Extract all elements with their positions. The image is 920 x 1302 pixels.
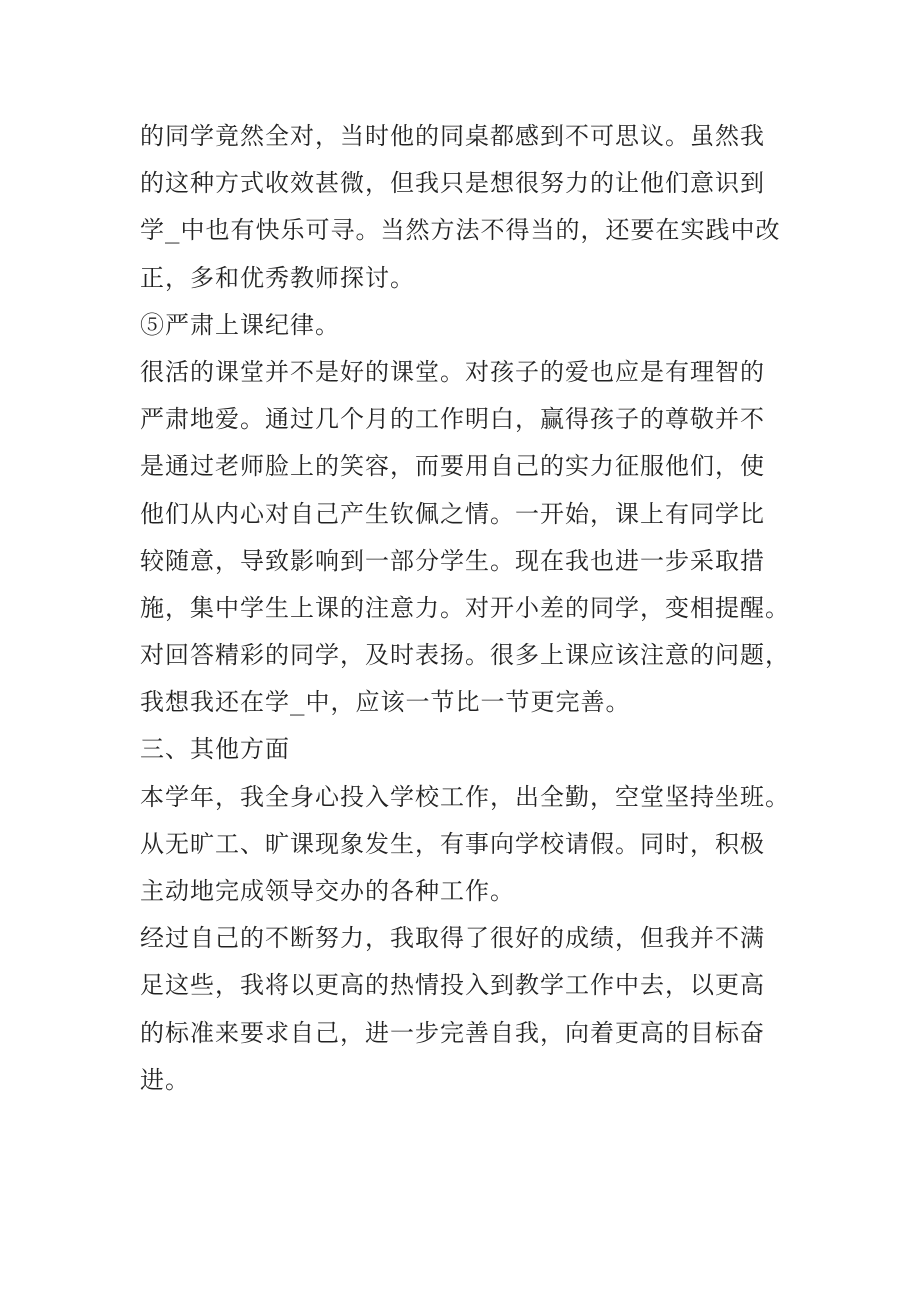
section-heading: ⑤严肃上课纪律。: [140, 310, 340, 339]
text-line: 很活的课堂并不是好的课堂。对孩子的爱也应是有理智的: [140, 357, 765, 386]
text-line: 正，多和优秀教师探讨。: [140, 263, 415, 292]
text-line: 的这种方式收效甚微，但我只是想很努力的让他们意识到: [140, 169, 765, 198]
text-line: 进。: [140, 1065, 190, 1094]
text-line: 严肃地爱。通过几个月的工作明白，赢得孩子的尊敬并不: [140, 405, 765, 434]
text-line: 他们从内心对自己产生钦佩之情。一开始，课上有同学比: [140, 499, 765, 528]
text-line: 主动地完成领导交办的各种工作。: [140, 877, 515, 905]
text-line: 我想我还在学_中，应该一节比一节更完善。: [140, 688, 631, 717]
text-line: 经过自己的不断努力，我取得了很好的成绩，但我并不满: [140, 924, 765, 953]
text-line: 学_中也有快乐可寻。当然方法不得当的，还要在实践中改: [140, 216, 781, 245]
text-line: 较随意，导致影响到一部分学生。现在我也进一步采取措: [140, 546, 765, 575]
text-line: 的同学竟然全对，当时他的同桌都感到不可思议。虽然我: [140, 122, 765, 150]
text-line: 足这些，我将以更高的热情投入到教学工作中去，以更高: [140, 971, 765, 1000]
text-line: 对回答精彩的同学，及时表扬。很多上课应该注意的问题，: [140, 641, 790, 670]
text-line: 的标准来要求自己，进一步完善自我，向着更高的目标奋: [140, 1018, 765, 1047]
section-heading: 三、其他方面: [140, 735, 290, 764]
text-line: 本学年，我全身心投入学校工作，出全勤，空堂坚持坐班。: [140, 782, 790, 811]
text-line: 从无旷工、旷课现象发生，有事向学校请假。同时，积极: [140, 829, 765, 858]
text-line: 是通过老师脸上的笑容，而要用自己的实力征服他们，使: [140, 452, 765, 481]
document-body: [140, 113, 790, 1104]
text-line: 施，集中学生上课的注意力。对开小差的同学，变相提醒。: [140, 593, 790, 622]
